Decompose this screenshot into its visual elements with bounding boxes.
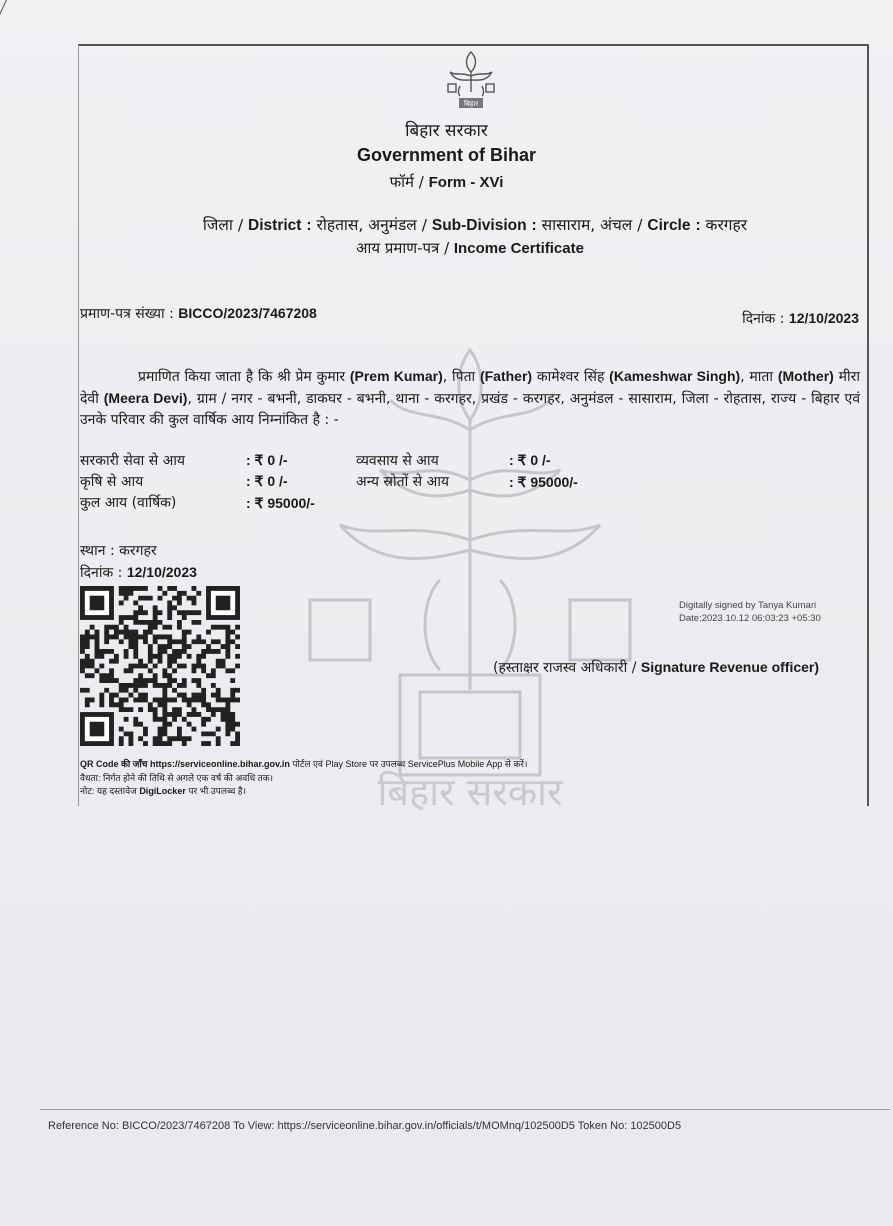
- qr-finder-pattern: [206, 586, 240, 620]
- watermark-text: बिहार सरकार: [377, 770, 563, 810]
- qr-finder-pattern: [80, 712, 114, 746]
- verification-qr-code[interactable]: [80, 586, 240, 746]
- validity-note: वैधता: निर्गत होने की तिथि से अगले एक वर्ष की अवधि तक।: [80, 773, 274, 783]
- other-income-value: : ₹ 95000/-: [509, 474, 578, 490]
- certificate-title: आय प्रमाण-पत्र / Income Certificate: [356, 239, 584, 257]
- digilocker-note: नोट: यह दस्तावेज DigiLocker पर भी उपलब्ध है।: [80, 786, 246, 796]
- footer-divider: [40, 1109, 890, 1110]
- govt-income-value: : ₹ 0 /-: [246, 452, 288, 468]
- qr-finder-pattern: [80, 586, 114, 620]
- location-line: जिला / District : रोहतास, अनुमंडल / Sub-Division : सासाराम, अंचल / Circle : करगहर: [202, 216, 748, 234]
- certificate-number: प्रमाण-पत्र संख्या : BICCO/2023/7467208: [80, 305, 317, 322]
- business-income-value: : ₹ 0 /-: [509, 452, 551, 468]
- business-income-label: व्यवसाय से आय: [356, 453, 439, 469]
- state-name-hindi: बिहार सरकार: [405, 121, 488, 141]
- total-income-value: : ₹ 95000/-: [246, 495, 315, 511]
- agri-income-label: कृषि से आय: [80, 474, 144, 490]
- emblem-label: बिहार: [463, 100, 479, 108]
- total-income-label: कुल आय (वार्षिक): [80, 495, 177, 511]
- page-fold-mark: [0, 0, 26, 33]
- digital-signature-info: Digitally signed by Tanya Kumari Date:2023.10.12 06:03:23 +05:30: [679, 600, 821, 624]
- place-line: स्थान : करगहर: [80, 543, 157, 559]
- verification-link[interactable]: https://serviceonline.bihar.gov.in: [149, 759, 290, 769]
- agri-income-value: : ₹ 0 /-: [246, 473, 288, 489]
- certification-paragraph: प्रमाणित किया जाता है कि श्री प्रेम कुमार (Prem Kumar), पिता (Father) कामेश्वर सिंह (Kameshwar Singh), माता (Mother) मीरा देवी (Meera Devi), ग्राम / नगर - बभनी, डाकघर - बभनी, थाना - करगहर, प्रखंड - करगहर, अनुमंडल - सासाराम, जिला - रोहतास, राज्य - बिहार एवं उनके परिवार की कुल वार्षिक आय निम्नांकित है : -: [80, 368, 860, 428]
- signature-revenue-officer: (हस्ताक्षर राजस्व अधिकारी / Signature Revenue officer): [493, 659, 820, 676]
- issue-date-line: दिनांक : 12/10/2023: [80, 564, 197, 581]
- bihar-emblem-logo: [438, 46, 504, 110]
- state-name-english: Government of Bihar: [356, 145, 537, 165]
- govt-income-label: सरकारी सेवा से आय: [80, 453, 186, 469]
- other-income-label: अन्य स्रोतों से आय: [356, 474, 450, 490]
- certificate-date: दिनांक : 12/10/2023: [742, 310, 859, 327]
- reference-line: Reference No: BICCO/2023/7467208 To View: https://serviceonline.bihar.gov.in/officials/t/MOMnq/102500D5 Token No: 102500D5: [48, 1120, 682, 1132]
- form-number: फॉर्म / Form - XVi: [389, 173, 504, 191]
- qr-verification-note: QR Code की जाँच https://serviceonline.bihar.gov.in पोर्टल एवं Play Store पर उपलब्ध ServicePlus Mobile App से करें।: [80, 759, 528, 769]
